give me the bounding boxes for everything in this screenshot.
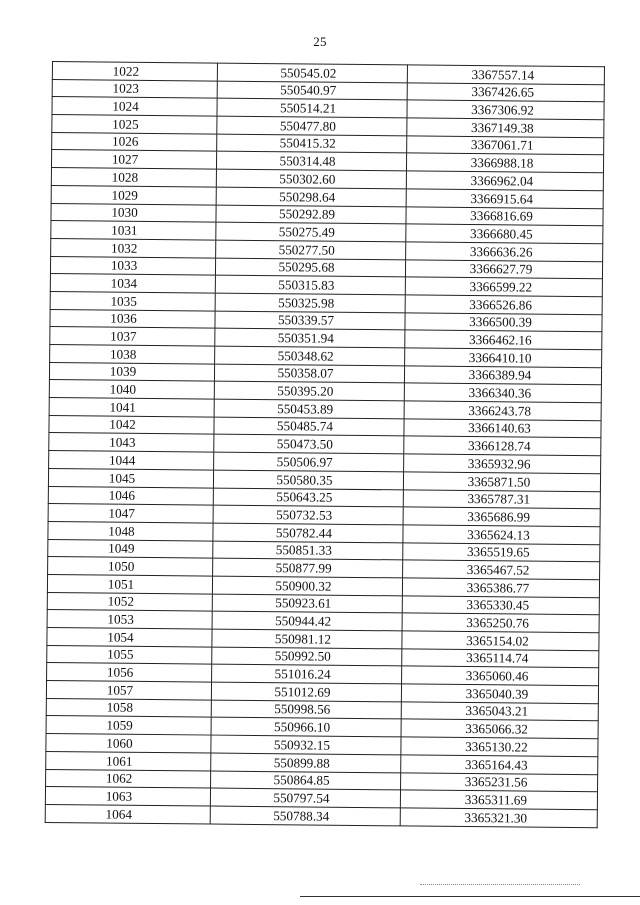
point-number-cell: 1025 (52, 115, 217, 134)
x-coordinate-cell: 551016.24 (212, 664, 402, 684)
y-coordinate-cell: 3366526.86 (405, 295, 602, 315)
x-coordinate-cell: 550923.61 (212, 594, 402, 614)
point-number-cell: 1024 (52, 97, 217, 116)
x-coordinate-cell: 550395.20 (214, 381, 404, 401)
x-coordinate-cell: 550506.97 (214, 452, 404, 472)
y-coordinate-cell: 3365231.56 (401, 772, 598, 792)
point-number-cell: 1049 (48, 539, 213, 558)
point-number-cell: 1055 (47, 645, 212, 664)
y-coordinate-cell: 3365787.31 (403, 489, 600, 509)
x-coordinate-cell: 550545.02 (217, 63, 407, 83)
y-coordinate-cell: 3366243.78 (404, 401, 601, 421)
footer-dotted-line (420, 884, 580, 885)
footer-rule (300, 896, 640, 897)
x-coordinate-cell: 550944.42 (212, 611, 402, 631)
point-number-cell: 1051 (47, 574, 212, 593)
point-number-cell: 1030 (51, 203, 216, 222)
y-coordinate-cell: 3365467.52 (403, 560, 600, 580)
y-coordinate-cell: 3366680.45 (406, 224, 603, 244)
page-number: 25 (313, 34, 327, 49)
y-coordinate-cell: 3365386.77 (402, 578, 599, 598)
y-coordinate-cell: 3365130.22 (401, 737, 598, 757)
point-number-cell: 1064 (45, 804, 210, 823)
y-coordinate-cell: 3365043.21 (401, 702, 598, 722)
x-coordinate-cell: 550415.32 (217, 134, 407, 154)
point-number-cell: 1047 (48, 504, 213, 523)
x-coordinate-cell: 550485.74 (214, 417, 404, 437)
y-coordinate-cell: 3365321.30 (400, 808, 597, 828)
x-coordinate-cell: 550899.88 (211, 753, 401, 773)
point-number-cell: 1034 (50, 274, 215, 293)
y-coordinate-cell: 3365250.76 (402, 613, 599, 633)
y-coordinate-cell: 3366410.10 (405, 348, 602, 368)
y-coordinate-cell: 3366962.04 (406, 171, 603, 191)
coordinates-table (45, 61, 605, 828)
point-number-cell: 1043 (49, 433, 214, 452)
point-number-cell: 1048 (48, 521, 213, 540)
point-number-cell: 1039 (49, 362, 214, 381)
y-coordinate-cell: 3365060.46 (402, 666, 599, 686)
y-coordinate-cell: 3366500.39 (405, 313, 602, 333)
y-coordinate-cell: 3366915.64 (406, 189, 603, 209)
coordinates-table-body (45, 62, 604, 828)
x-coordinate-cell: 550966.10 (211, 717, 401, 737)
x-coordinate-cell: 550643.25 (213, 488, 403, 508)
point-number-cell: 1063 (45, 787, 210, 806)
x-coordinate-cell: 551012.69 (211, 682, 401, 702)
x-coordinate-cell: 550277.50 (216, 240, 406, 260)
point-number-cell: 1031 (51, 221, 216, 240)
x-coordinate-cell: 550992.50 (212, 647, 402, 667)
point-number-cell: 1053 (47, 610, 212, 629)
x-coordinate-cell: 550292.89 (216, 205, 406, 225)
point-number-cell: 1023 (52, 79, 217, 98)
point-number-cell: 1056 (47, 663, 212, 682)
y-coordinate-cell: 3367061.71 (407, 136, 604, 156)
y-coordinate-cell: 3366988.18 (406, 153, 603, 173)
y-coordinate-cell: 3367306.92 (407, 100, 604, 120)
y-coordinate-cell: 3365330.45 (402, 596, 599, 616)
x-coordinate-cell: 550797.54 (210, 788, 400, 808)
point-number-cell: 1042 (49, 415, 214, 434)
y-coordinate-cell: 3366462.16 (405, 330, 602, 350)
point-number-cell: 1041 (49, 398, 214, 417)
x-coordinate-cell: 550580.35 (213, 470, 403, 490)
point-number-cell: 1059 (46, 716, 211, 735)
point-number-cell: 1037 (50, 327, 215, 346)
x-coordinate-cell: 550851.33 (213, 541, 403, 561)
y-coordinate-cell: 3367149.38 (407, 118, 604, 138)
y-coordinate-cell: 3366128.74 (404, 436, 601, 456)
y-coordinate-cell: 3365164.43 (401, 755, 598, 775)
point-number-cell: 1033 (50, 256, 215, 275)
point-number-cell: 1035 (50, 291, 215, 310)
point-number-cell: 1036 (50, 309, 215, 328)
x-coordinate-cell: 550877.99 (213, 558, 403, 578)
point-number-cell: 1050 (48, 557, 213, 576)
y-coordinate-cell: 3365686.99 (403, 507, 600, 527)
y-coordinate-cell: 3366140.63 (404, 419, 601, 439)
point-number-cell: 1060 (46, 734, 211, 753)
x-coordinate-cell: 550325.98 (215, 293, 405, 313)
point-number-cell: 1046 (48, 486, 213, 505)
point-number-cell: 1054 (47, 627, 212, 646)
point-number-cell: 1045 (48, 468, 213, 487)
point-number-cell: 1058 (46, 698, 211, 717)
y-coordinate-cell: 3365871.50 (403, 472, 600, 492)
y-coordinate-cell: 3366599.22 (405, 277, 602, 297)
y-coordinate-cell: 3365311.69 (400, 790, 597, 810)
y-coordinate-cell: 3366340.36 (404, 383, 601, 403)
y-coordinate-cell: 3365114.74 (402, 649, 599, 669)
x-coordinate-cell: 550782.44 (213, 523, 403, 543)
x-coordinate-cell: 550339.57 (215, 311, 405, 331)
point-number-cell: 1022 (52, 62, 217, 81)
x-coordinate-cell: 550514.21 (217, 98, 407, 118)
x-coordinate-cell: 550900.32 (212, 576, 402, 596)
x-coordinate-cell: 550864.85 (211, 771, 401, 791)
point-number-cell: 1028 (51, 168, 216, 187)
x-coordinate-cell: 550998.56 (211, 700, 401, 720)
x-coordinate-cell: 550732.53 (213, 505, 403, 525)
y-coordinate-cell: 3367557.14 (407, 65, 604, 85)
x-coordinate-cell: 550275.49 (216, 222, 406, 242)
point-number-cell: 1038 (50, 344, 215, 363)
x-coordinate-cell: 550981.12 (212, 629, 402, 649)
x-coordinate-cell: 550477.80 (217, 116, 407, 136)
x-coordinate-cell: 550932.15 (211, 735, 401, 755)
x-coordinate-cell: 550351.94 (215, 328, 405, 348)
x-coordinate-cell: 550295.68 (215, 258, 405, 278)
x-coordinate-cell: 550358.07 (214, 364, 404, 384)
point-number-cell: 1057 (46, 681, 211, 700)
y-coordinate-cell: 3365040.39 (401, 684, 598, 704)
y-coordinate-cell: 3366627.79 (405, 259, 602, 279)
y-coordinate-cell: 3366389.94 (404, 366, 601, 386)
point-number-cell: 1027 (51, 150, 216, 169)
x-coordinate-cell: 550315.83 (215, 275, 405, 295)
point-number-cell: 1032 (51, 238, 216, 257)
point-number-cell: 1040 (49, 380, 214, 399)
x-coordinate-cell: 550298.64 (216, 187, 406, 207)
point-number-cell: 1029 (51, 185, 216, 204)
x-coordinate-cell: 550314.48 (216, 152, 406, 172)
y-coordinate-cell: 3365066.32 (401, 719, 598, 739)
point-number-cell: 1044 (49, 451, 214, 470)
y-coordinate-cell: 3365624.13 (403, 525, 600, 545)
x-coordinate-cell: 550453.89 (214, 399, 404, 419)
x-coordinate-cell: 550302.60 (216, 169, 406, 189)
point-number-cell: 1062 (46, 769, 211, 788)
x-coordinate-cell: 550348.62 (215, 346, 405, 366)
y-coordinate-cell: 3366636.26 (406, 242, 603, 262)
y-coordinate-cell: 3365519.65 (403, 542, 600, 562)
y-coordinate-cell: 3367426.65 (407, 83, 604, 103)
x-coordinate-cell: 550540.97 (217, 81, 407, 101)
y-coordinate-cell: 3366816.69 (406, 206, 603, 226)
point-number-cell: 1052 (47, 592, 212, 611)
x-coordinate-cell: 550788.34 (210, 806, 400, 826)
y-coordinate-cell: 3365154.02 (402, 631, 599, 651)
point-number-cell: 1026 (52, 132, 217, 151)
y-coordinate-cell: 3365932.96 (404, 454, 601, 474)
point-number-cell: 1061 (46, 751, 211, 770)
x-coordinate-cell: 550473.50 (214, 435, 404, 455)
